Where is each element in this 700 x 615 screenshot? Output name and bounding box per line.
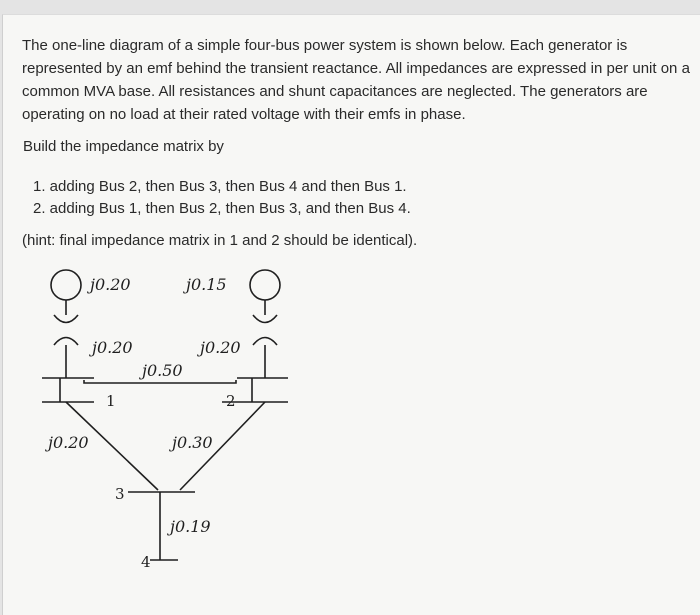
generator-2-icon: [250, 270, 280, 300]
generator-1-icon: [51, 270, 81, 300]
bus-label-2: 2: [226, 392, 236, 410]
line12-reactance-label: j0.50: [142, 361, 183, 380]
gen1-reactance-label: j0.20: [90, 275, 131, 294]
transformer2-reactance-label: j0.20: [200, 338, 241, 357]
step-item-2: 2. adding Bus 1, then Bus 2, then Bus 3, and then Bus 4.: [33, 200, 411, 217]
build-instruction: Build the impedance matrix by: [23, 138, 224, 155]
bus-label-1: 1: [106, 392, 116, 410]
line23-reactance-label: j0.30: [172, 433, 213, 452]
transformer-1-bottom-coil: [54, 338, 78, 346]
transformer1-reactance-label: j0.20: [92, 338, 133, 357]
line13-reactance-label: j0.20: [48, 433, 89, 452]
gen2-reactance-label: j0.15: [186, 275, 227, 294]
intro-text: The one-line diagram of a simple four-bus power system is shown below. Each generator is represented by an emf behind the transient reactance. All impedances are expressed in per unit on a common MVA base. All resistances and shunt capacitances are neglected. The generators are operating on no load at their rated voltage with their emfs in phase.: [22, 37, 690, 123]
line34-reactance-label: j0.19: [170, 517, 211, 536]
line-1-2: [84, 380, 236, 383]
transformer-2-bottom-coil: [253, 338, 277, 346]
step-item-1: 1. adding Bus 2, then Bus 3, then Bus 4 and then Bus 1.: [33, 178, 407, 195]
transformer-2-top-coil: [253, 315, 277, 323]
transformer-1-top-coil: [54, 315, 78, 323]
hint-text: (hint: final impedance matrix in 1 and 2 should be identical).: [22, 232, 418, 249]
bus-label-4: 4: [141, 553, 151, 571]
bus-label-3: 3: [115, 485, 125, 503]
